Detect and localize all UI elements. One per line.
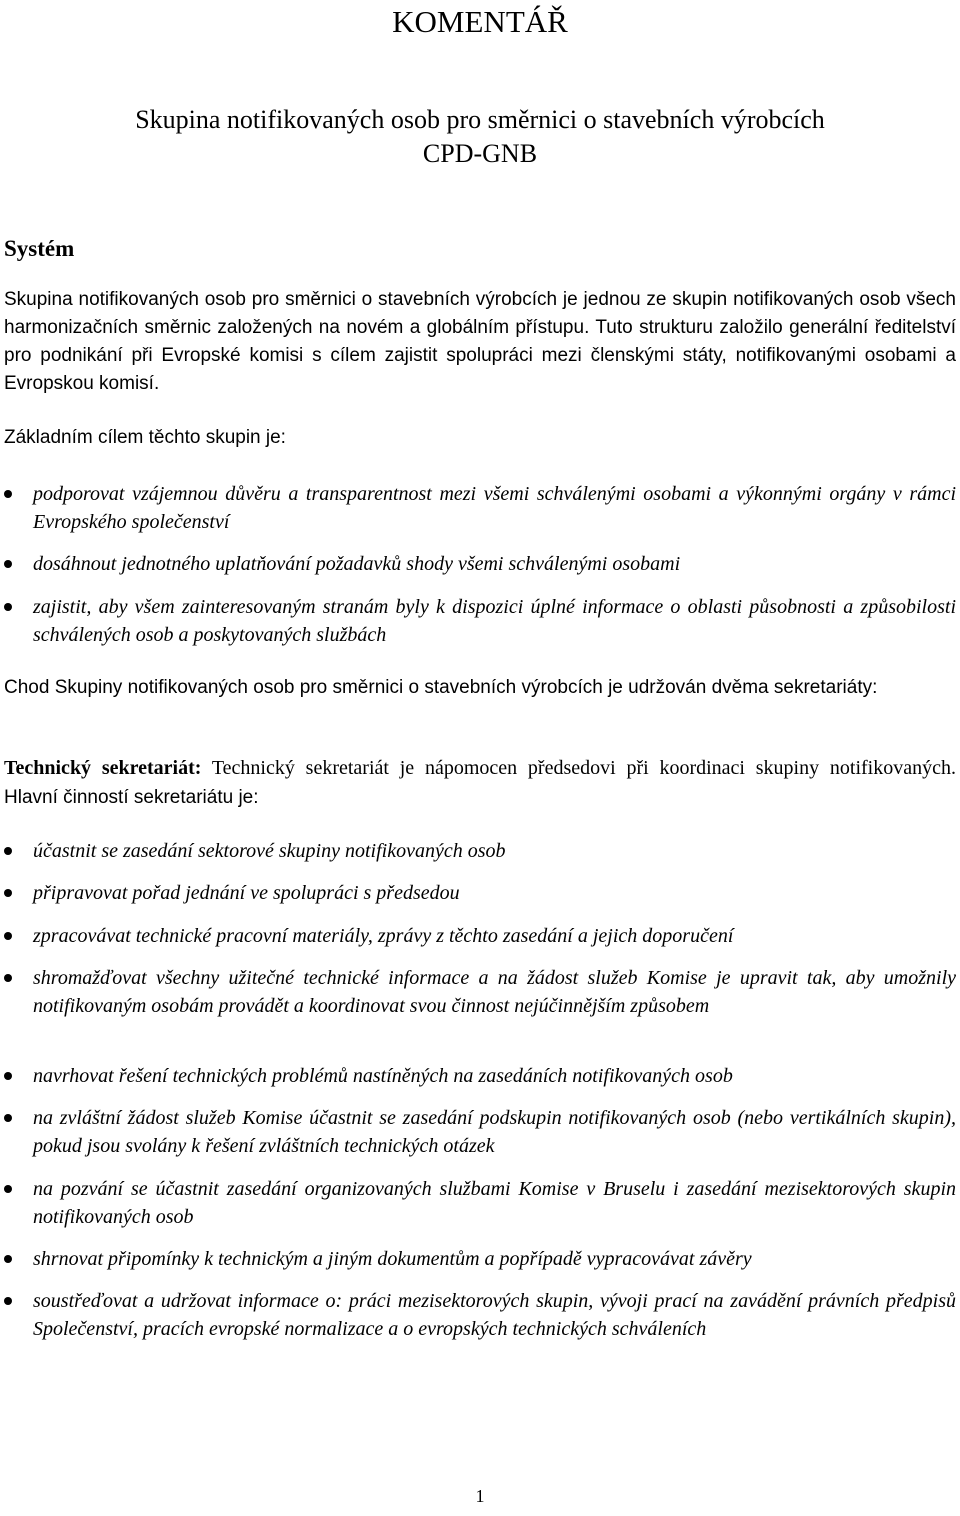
technical-secretariat-paragraph: [4, 754, 956, 812]
bullet-icon: [4, 1114, 12, 1122]
list-item-text: soustřeďovat a udržovat informace o: práci mezisektorových skupin, vývoji prací na zavádění právních předpisů Společenství, pracích evropské normalizace a o evropských technických schváleních: [33, 1290, 956, 1340]
list-item-text: podporovat vzájemnou důvěru a transparentnost mezi všemi schválenými osobami a výkonnými orgány v rámci Evropského společenství: [33, 483, 956, 533]
page-number: 1: [475, 1486, 485, 1506]
bullet-icon: [4, 1255, 12, 1263]
intro-paragraph: Skupina notifikovaných osob pro směrnici o stavebních výrobcích je jednou ze skupin notifikovaných osob všech harmonizačních směrnic založených na novém a globálním přístupu. Tuto strukturu založilo generální ředitelství pro podnikání při Evropské komisi s cílem zajistit spolupráci mezi členskými státy, notifikovanými osobami a Evropskou komisí.: [4, 289, 956, 394]
technical-secretariat-label: Technický sekretariát:: [4, 757, 202, 779]
bullet-icon: [4, 932, 12, 940]
bullet-icon: [4, 1297, 12, 1305]
bullet-icon: [4, 847, 12, 855]
list-item-text: připravovat pořad jednání ve spolupráci s předsedou: [33, 882, 460, 904]
bullet-icon: [4, 1185, 12, 1193]
goals-intro: Základním cílem těchto skupin je:: [4, 427, 286, 448]
list-item-text: účastnit se zasedání sektorové skupiny notifikovaných osob: [33, 840, 506, 862]
list-item-text: shromažďovat všechny užitečné technické informace a na žádost služeb Komise je upravit tak, aby umožnily notifikovaným osobám provádět a koordinovat svou činnost nejúčinnějším způsobem: [33, 967, 956, 1017]
bullet-icon: [4, 974, 12, 982]
list-item-text: na zvláštní žádost služeb Komise účastnit se zasedání podskupin notifikovaných osob (nebo vertikálních skupin), pokud jsou svolány k řešení zvláštních technických otázek: [33, 1107, 956, 1157]
bullet-icon: [4, 490, 12, 498]
bullet-icon: [4, 1072, 12, 1080]
bullet-icon: [4, 889, 12, 897]
list-item-text: navrhovat řešení technických problémů nastíněných na zasedáních notifikovaných osob: [33, 1065, 733, 1087]
section-heading: Systém: [4, 236, 75, 261]
list-item-text: zpracovávat technické pracovní materiály, zprávy z těchto zasedání a jejich doporučení: [33, 925, 734, 947]
technical-secretariat-text-2: Hlavní činností sekretariátu je:: [4, 787, 259, 808]
document-title: KOMENTÁŘ: [392, 4, 568, 39]
list-item-text: shrnovat připomínky k technickým a jiným dokumentům a popřípadě vypracovávat závěry: [33, 1248, 752, 1270]
bullet-icon: [4, 560, 12, 568]
list-item-text: dosáhnout jednotného uplatňování požadavků shody všemi schválenými osobami: [33, 553, 681, 575]
secretariats-paragraph: Chod Skupiny notifikovaných osob pro směrnici o stavebních výrobcích je udržován dvěma sekretariáty:: [4, 677, 878, 698]
list-item-text: na pozvání se účastnit zasedání organizovaných službami Komise v Bruselu i zasedání mezisektorových skupin notifikovaných osob: [33, 1178, 956, 1228]
technical-secretariat-text: Technický sekretariát je nápomocen předsedovi při koordinaci skupiny notifikovaných.: [201, 757, 956, 779]
document-subtitle: [0, 103, 960, 171]
bullet-icon: [4, 603, 12, 611]
subtitle-line-1: Skupina notifikovaných osob pro směrnici o stavebních výrobcích: [135, 105, 825, 134]
list-item-text: zajistit, aby všem zainteresovaným stranám byly k dispozici úplné informace o oblasti působnosti a způsobilosti schválených osob a poskytovaných službách: [33, 596, 956, 646]
subtitle-line-2: CPD-GNB: [422, 139, 538, 168]
